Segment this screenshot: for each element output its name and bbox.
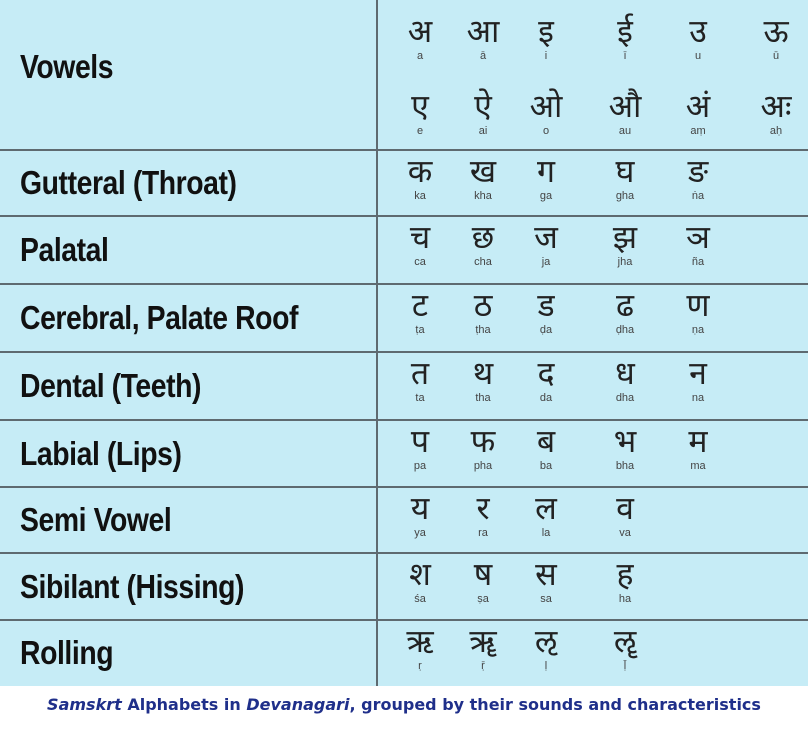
transliteration: sa bbox=[540, 593, 552, 605]
devanagari-letter: ड bbox=[537, 286, 555, 324]
letter-cell bbox=[452, 354, 514, 404]
transliteration: ṣa bbox=[477, 593, 489, 605]
caption-devanagari: Devanagari bbox=[246, 695, 350, 714]
row-divider bbox=[0, 486, 808, 488]
devanagari-letter: ह bbox=[616, 555, 634, 593]
transliteration: pa bbox=[413, 460, 427, 472]
letter-cell bbox=[745, 12, 807, 62]
caption-text: Alphabets in bbox=[121, 695, 247, 714]
transliteration: o bbox=[542, 125, 550, 137]
devanagari-letter: ण bbox=[686, 286, 710, 324]
transliteration: ṭa bbox=[415, 324, 425, 336]
transliteration: ja bbox=[541, 256, 551, 268]
transliteration: la bbox=[541, 527, 551, 539]
category-label: Vowels bbox=[20, 48, 114, 85]
table-row bbox=[0, 553, 808, 620]
letter-cell bbox=[594, 87, 656, 137]
devanagari-letter: ष bbox=[473, 555, 493, 593]
devanagari-letter: र bbox=[476, 489, 490, 527]
letter-cell bbox=[389, 12, 451, 62]
transliteration: bha bbox=[615, 460, 635, 472]
letter-cell bbox=[594, 286, 656, 336]
caption bbox=[0, 694, 808, 715]
devanagari-letter: ॡ bbox=[613, 622, 637, 660]
devanagari-letter: ऋ bbox=[406, 622, 434, 660]
transliteration: ī bbox=[623, 50, 627, 62]
devanagari-letter: इ bbox=[538, 12, 554, 50]
letter-cell bbox=[389, 152, 451, 202]
transliteration: na bbox=[691, 392, 705, 404]
transliteration: a bbox=[416, 50, 424, 62]
devanagari-letter: म bbox=[688, 422, 708, 460]
table-row bbox=[0, 420, 808, 487]
table-row bbox=[0, 150, 808, 216]
table-row bbox=[0, 284, 808, 352]
letter-cell bbox=[667, 152, 729, 202]
devanagari-letter: ध bbox=[615, 354, 635, 392]
table-row bbox=[0, 216, 808, 284]
letter-cell bbox=[389, 286, 451, 336]
transliteration: ha bbox=[618, 593, 632, 605]
transliteration: ka bbox=[414, 190, 426, 202]
category-label: Labial (Lips) bbox=[20, 434, 182, 472]
devanagari-letter: ङ bbox=[687, 152, 709, 190]
letter-cell bbox=[667, 286, 729, 336]
devanagari-letter: आ bbox=[466, 12, 500, 50]
devanagari-letter: ग bbox=[536, 152, 556, 190]
devanagari-letter: ओ bbox=[529, 87, 563, 125]
letter-cell bbox=[452, 489, 514, 539]
devanagari-letter: छ bbox=[471, 218, 495, 256]
row-divider bbox=[0, 283, 808, 285]
table-row bbox=[0, 352, 808, 420]
category-label: Gutteral (Throat) bbox=[20, 164, 237, 201]
devanagari-letter: घ bbox=[615, 152, 635, 190]
letter-cell bbox=[389, 87, 451, 137]
transliteration: ya bbox=[414, 527, 426, 539]
letter-cell bbox=[667, 87, 729, 137]
transliteration: ṛ bbox=[418, 660, 422, 672]
transliteration: e bbox=[416, 125, 424, 137]
letter-cell bbox=[515, 12, 577, 62]
transliteration: ṝ bbox=[481, 660, 485, 672]
transliteration: au bbox=[618, 125, 632, 137]
transliteration: ṇa bbox=[691, 324, 705, 336]
transliteration: ā bbox=[479, 50, 487, 62]
devanagari-letter: न bbox=[689, 354, 707, 392]
letter-cell bbox=[594, 152, 656, 202]
devanagari-letter: य bbox=[410, 489, 430, 527]
transliteration: u bbox=[694, 50, 702, 62]
table-row bbox=[0, 620, 808, 686]
devanagari-letter: श bbox=[409, 555, 431, 593]
transliteration: tha bbox=[475, 392, 491, 404]
letter-cell bbox=[594, 489, 656, 539]
devanagari-letter: ञ bbox=[686, 218, 710, 256]
letter-cell bbox=[389, 422, 451, 472]
letter-cell bbox=[594, 12, 656, 62]
transliteration: ṅa bbox=[691, 190, 705, 202]
devanagari-letter: ख bbox=[469, 152, 497, 190]
devanagari-letter: स bbox=[535, 555, 557, 593]
letter-cell bbox=[389, 354, 451, 404]
letter-cell bbox=[667, 218, 729, 268]
letter-cell bbox=[667, 354, 729, 404]
letter-cell bbox=[452, 12, 514, 62]
devanagari-letter: उ bbox=[689, 12, 707, 50]
letter-cell bbox=[594, 218, 656, 268]
transliteration: kha bbox=[474, 190, 492, 202]
row-divider bbox=[0, 351, 808, 353]
devanagari-letter: ब bbox=[536, 422, 556, 460]
transliteration: ṭha bbox=[475, 324, 491, 336]
transliteration: i bbox=[544, 50, 548, 62]
letter-cell bbox=[515, 622, 577, 672]
letter-cell bbox=[452, 555, 514, 605]
devanagari-letter: ल bbox=[535, 489, 557, 527]
devanagari-letter: व bbox=[616, 489, 634, 527]
transliteration: ḹ bbox=[623, 660, 627, 672]
transliteration: ḷ bbox=[544, 660, 548, 672]
devanagari-letter: भ bbox=[613, 422, 637, 460]
transliteration: ra bbox=[478, 527, 488, 539]
transliteration: gha bbox=[615, 190, 635, 202]
transliteration: ña bbox=[691, 256, 705, 268]
letter-cell bbox=[515, 555, 577, 605]
devanagari-letter: ए bbox=[411, 87, 429, 125]
letter-cell bbox=[389, 555, 451, 605]
letter-cell bbox=[594, 555, 656, 605]
letter-cell bbox=[515, 489, 577, 539]
category-label: Palatal bbox=[20, 231, 109, 268]
transliteration: cha bbox=[474, 256, 492, 268]
letter-cell bbox=[452, 218, 514, 268]
letter-cell bbox=[667, 12, 729, 62]
devanagari-letter: ऊ bbox=[763, 12, 789, 50]
transliteration: pha bbox=[473, 460, 493, 472]
devanagari-letter: त bbox=[410, 354, 430, 392]
letter-cell bbox=[745, 87, 807, 137]
caption-samskrt: Samskrt bbox=[47, 695, 122, 714]
letter-cell bbox=[515, 286, 577, 336]
devanagari-letter: अः bbox=[760, 87, 792, 125]
category-label: Rolling bbox=[20, 634, 114, 671]
devanagari-letter: थ bbox=[472, 354, 494, 392]
devanagari-letter: अ bbox=[407, 12, 433, 50]
letter-cell bbox=[452, 422, 514, 472]
letter-cell bbox=[594, 354, 656, 404]
caption-text-end: , grouped by their sounds and characteristics bbox=[349, 695, 761, 714]
transliteration: ga bbox=[539, 190, 553, 202]
transliteration: ma bbox=[690, 460, 706, 472]
devanagari-letter: च bbox=[409, 218, 431, 256]
devanagari-letter: झ bbox=[612, 218, 638, 256]
letter-cell bbox=[515, 422, 577, 472]
letter-cell bbox=[452, 152, 514, 202]
category-label: Sibilant (Hissing) bbox=[20, 567, 245, 605]
row-divider bbox=[0, 149, 808, 151]
transliteration: ū bbox=[772, 50, 780, 62]
category-label: Semi Vowel bbox=[20, 501, 172, 538]
row-divider bbox=[0, 619, 808, 621]
devanagari-letter: ट bbox=[411, 286, 429, 324]
devanagari-letter: प bbox=[410, 422, 430, 460]
devanagari-letter: ज bbox=[534, 218, 558, 256]
table-row bbox=[0, 487, 808, 553]
devanagari-letter: ठ bbox=[473, 286, 493, 324]
devanagari-letter: ढ bbox=[615, 286, 635, 324]
transliteration: ca bbox=[414, 256, 426, 268]
letter-cell bbox=[515, 152, 577, 202]
transliteration: va bbox=[619, 527, 631, 539]
transliteration: ta bbox=[415, 392, 425, 404]
transliteration: ḍa bbox=[539, 324, 553, 336]
row-divider bbox=[0, 419, 808, 421]
transliteration: jha bbox=[617, 256, 633, 268]
letter-cell bbox=[515, 87, 577, 137]
letter-cell bbox=[594, 422, 656, 472]
devanagari-letter: क bbox=[407, 152, 433, 190]
letter-cell bbox=[389, 622, 451, 672]
row-divider bbox=[0, 215, 808, 217]
table-row bbox=[0, 0, 808, 150]
category-label: Dental (Teeth) bbox=[20, 367, 202, 404]
devanagari-letter: ई bbox=[617, 12, 633, 50]
letter-cell bbox=[389, 489, 451, 539]
devanagari-letter: ऌ bbox=[534, 622, 558, 660]
letter-cell bbox=[452, 622, 514, 672]
category-label: Cerebral, Palate Roof bbox=[20, 299, 299, 336]
devanagari-letter: अं bbox=[685, 87, 711, 125]
transliteration: aḥ bbox=[769, 125, 783, 137]
transliteration: aṃ bbox=[690, 125, 706, 137]
devanagari-letter: ॠ bbox=[469, 622, 497, 660]
letter-cell bbox=[389, 218, 451, 268]
row-divider bbox=[0, 552, 808, 554]
transliteration: śa bbox=[414, 593, 426, 605]
devanagari-letter: फ bbox=[470, 422, 496, 460]
transliteration: ḍha bbox=[615, 324, 635, 336]
letter-cell bbox=[515, 354, 577, 404]
transliteration: dha bbox=[615, 392, 635, 404]
devanagari-letter: ऐ bbox=[474, 87, 492, 125]
letter-cell bbox=[667, 422, 729, 472]
letter-cell bbox=[452, 286, 514, 336]
letter-cell bbox=[515, 218, 577, 268]
transliteration: ai bbox=[478, 125, 488, 137]
devanagari-letter: द bbox=[537, 354, 555, 392]
transliteration: da bbox=[539, 392, 553, 404]
letter-cell bbox=[594, 622, 656, 672]
devanagari-letter: औ bbox=[608, 87, 642, 125]
letter-cell bbox=[452, 87, 514, 137]
transliteration: ba bbox=[539, 460, 553, 472]
